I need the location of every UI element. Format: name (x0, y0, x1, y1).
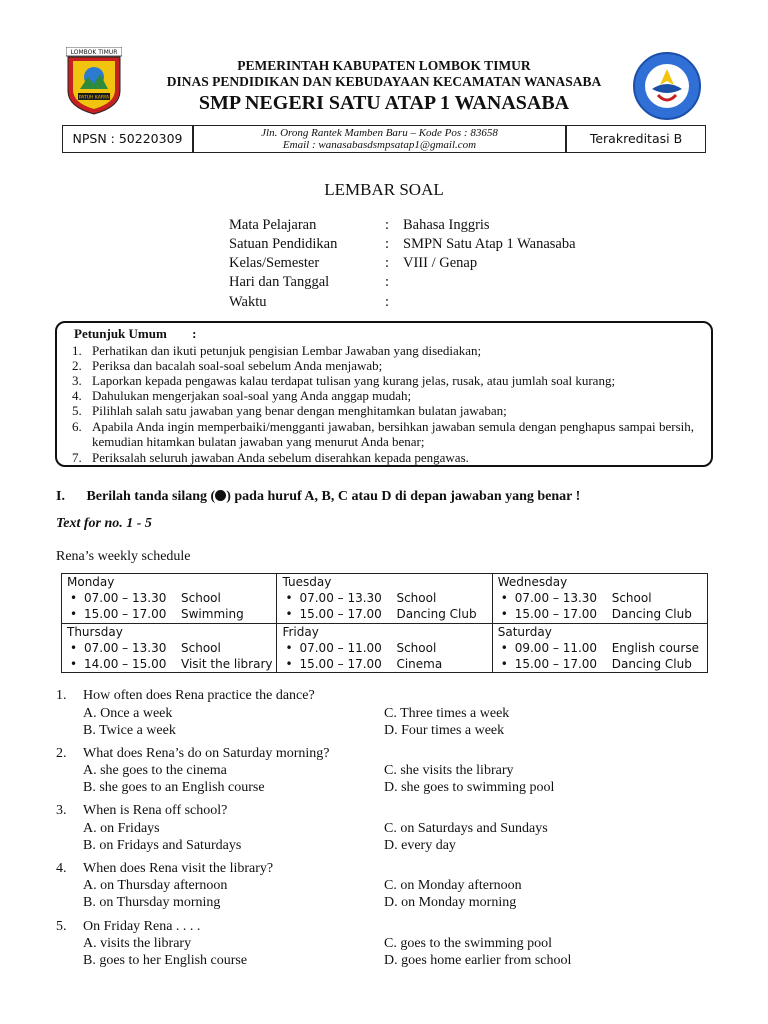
info-label: Satuan Pendidikan (229, 236, 338, 252)
instruction-text: Laporkan kepada pengawas kalau terdapat tulisan yang kurang jelas, rusak, atau jumlah soal kurang; (92, 373, 616, 388)
question-text: On Friday Rena . . . . (83, 919, 201, 934)
option-c[interactable]: C. goes to the swimming pool (384, 936, 552, 951)
schedule-time: 15.00 – 17.00 (299, 607, 382, 621)
schedule-item (498, 656, 707, 672)
info-value: SMPN Satu Atap 1 Wanasaba (403, 236, 576, 252)
option-b[interactable]: B. goes to her English course (83, 953, 248, 968)
schedule-activity: Visit the library (181, 656, 273, 671)
schedule-item (282, 606, 491, 622)
schedule-cell (62, 623, 277, 673)
option-b[interactable]: B. she goes to an English course (83, 780, 265, 795)
instruction-number: 7. (72, 450, 82, 465)
question-number: 4. (56, 861, 67, 876)
header-department: DINAS PENDIDIKAN DAN KEBUDAYAAN KECAMATAN WANASABA (166, 74, 602, 89)
filled-circle-icon (215, 490, 226, 501)
schedule-item (498, 606, 707, 622)
schedule-day: Wednesday (497, 575, 568, 589)
bullet-icon: • (70, 607, 78, 621)
address-box (193, 125, 566, 153)
table-row (62, 623, 708, 673)
instruction-number: 2. (72, 358, 82, 373)
schedule-item (67, 656, 276, 672)
bullet-icon: • (500, 640, 508, 655)
schedule-cell (277, 623, 492, 673)
instruction-text: Pilihlah salah satu jawaban yang benar dengan menghitamkan bulatan jawaban; (92, 403, 507, 418)
schedule-activity: Cinema (396, 656, 443, 671)
info-colon: : (385, 294, 390, 310)
schedule-activity: Dancing Club (611, 656, 692, 671)
instruction-text: Dahulukan mengerjakan soal-soal yang Anda anggap mudah; (92, 388, 412, 403)
schedule-title: Rena’s weekly schedule (56, 549, 191, 564)
section-text-after: ) pada huruf A, B, C atau D di depan jawaban yang benar ! (226, 489, 581, 504)
option-b[interactable]: B. on Fridays and Saturdays (83, 838, 242, 853)
option-a[interactable]: A. she goes to the cinema (83, 763, 227, 778)
schedule-activity: School (181, 640, 221, 655)
schedule-cell (277, 574, 492, 624)
option-c[interactable]: C. Three times a week (384, 706, 510, 721)
option-d[interactable]: D. Four times a week (384, 723, 505, 738)
instructions-title (74, 326, 196, 342)
bullet-icon: • (70, 656, 78, 671)
instruction-item (74, 403, 694, 418)
instruction-item (74, 358, 694, 373)
schedule-time: 14.00 – 15.00 (84, 656, 167, 671)
info-colon: : (385, 217, 390, 233)
email-text: Email : wanasabasdsmpsatap1@gmail.com (282, 139, 477, 151)
text-for-label: Text for no. 1 - 5 (56, 516, 152, 531)
bullet-icon: • (500, 591, 508, 605)
page-title: LEMBAR SOAL (324, 180, 444, 199)
svg-text:PATUH KARYA: PATUH KARYA (78, 95, 110, 101)
option-d[interactable]: D. on Monday morning (384, 895, 517, 910)
instruction-number: 1. (72, 343, 82, 358)
schedule-time: 09.00 – 11.00 (514, 640, 598, 655)
info-label: Hari dan Tanggal (229, 274, 330, 290)
option-c[interactable]: C. on Saturdays and Sundays (384, 821, 548, 836)
instruction-number: 6. (72, 419, 82, 434)
header-school-name: SMP NEGERI SATU ATAP 1 WANASABA (198, 92, 570, 114)
schedule-activity: School (396, 640, 437, 655)
schedule-activity: School (396, 591, 437, 605)
header-government: PEMERINTAH KABUPATEN LOMBOK TIMUR (237, 58, 531, 73)
instruction-text: Perhatikan dan ikuti petunjuk pengisian Lembar Jawaban yang disediakan; (92, 343, 482, 358)
npsn-box (62, 125, 193, 153)
instruction-item (74, 343, 694, 358)
info-value: Bahasa Inggris (403, 217, 490, 233)
svg-text:LOMBOK TIMUR: LOMBOK TIMUR (70, 49, 118, 56)
bullet-icon: • (285, 640, 293, 655)
option-a[interactable]: A. on Fridays (83, 821, 160, 836)
schedule-table (61, 573, 708, 673)
schedule-day: Friday (282, 624, 319, 639)
schedule-time: 07.00 – 13.30 (84, 591, 167, 605)
info-label: Kelas/Semester (229, 255, 320, 271)
schedule-time: 07.00 – 13.30 (84, 640, 167, 655)
info-value: VIII / Genap (403, 255, 478, 271)
schedule-item (282, 640, 491, 656)
accreditation-box (566, 125, 706, 153)
option-b[interactable]: B. Twice a week (83, 723, 176, 738)
schedule-item (282, 590, 491, 606)
option-d[interactable]: D. every day (384, 838, 456, 853)
schedule-activity: School (611, 591, 652, 605)
schedule-activity: Dancing Club (396, 607, 477, 621)
instruction-item (74, 450, 694, 465)
instruction-number: 3. (72, 373, 82, 388)
schedule-time: 15.00 – 17.00 (299, 656, 382, 671)
section-heading (56, 489, 580, 505)
instructions-title-colon: : (192, 326, 197, 341)
bullet-icon: • (70, 591, 78, 605)
bullet-icon: • (285, 591, 293, 605)
schedule-cell (492, 574, 707, 624)
schedule-time: 07.00 – 11.00 (299, 640, 382, 655)
table-row (62, 574, 708, 624)
info-colon: : (385, 274, 390, 290)
schedule-activity: Dancing Club (611, 607, 692, 621)
question-number: 2. (56, 746, 67, 761)
schedule-item (67, 606, 276, 622)
bullet-icon: • (500, 607, 508, 621)
schedule-time: 15.00 – 17.00 (84, 607, 167, 621)
bullet-icon: • (285, 607, 293, 621)
section-number: I. (56, 489, 65, 504)
instruction-item (74, 388, 694, 403)
instruction-text: Apabila Anda ingin memperbaiki/mengganti jawaban, bersihkan jawaban semula dengan penghapus sampai bersih, kemudian hitamkan bulatan jawaban yang menurut Anda benar; (92, 419, 694, 449)
info-colon: : (385, 255, 390, 271)
question-number: 5. (56, 919, 67, 934)
question-number: 1. (56, 688, 67, 703)
schedule-cell (492, 623, 707, 673)
option-a[interactable]: A. on Thursday afternoon (83, 878, 228, 893)
instruction-item (74, 419, 694, 449)
question-text: What does Rena’s do on Saturday morning? (83, 746, 330, 761)
option-b[interactable]: B. on Thursday morning (83, 895, 221, 910)
schedule-time: 07.00 – 13.30 (514, 591, 598, 605)
schedule-item (282, 656, 491, 672)
schedule-item (67, 640, 276, 656)
instruction-text: Periksa dan bacalah soal-soal sebelum Anda menjawab; (92, 358, 383, 373)
instruction-text: Periksalah seluruh jawaban Anda sebelum diserahkan kepada pengawas. (92, 450, 469, 465)
info-label: Waktu (229, 294, 267, 310)
schedule-day: Thursday (67, 624, 123, 639)
question-number: 3. (56, 803, 67, 818)
section-text-before: Berilah tanda silang ( (86, 489, 216, 504)
schedule-day: Tuesday (282, 575, 332, 589)
question-text: How often does Rena practice the dance? (83, 688, 315, 703)
instruction-item (74, 373, 694, 388)
schedule-activity: School (181, 591, 221, 605)
option-c[interactable]: C. on Monday afternoon (384, 878, 522, 893)
npsn-text: NPSN : 50220309 (72, 131, 183, 146)
option-c[interactable]: C. she visits the library (384, 763, 514, 778)
schedule-day: Monday (67, 575, 115, 589)
bullet-icon: • (70, 640, 78, 655)
schedule-activity: English course (611, 640, 699, 655)
accreditation-text: Terakreditasi B (589, 131, 683, 146)
instruction-number: 4. (72, 388, 82, 403)
option-d[interactable]: D. goes home earlier from school (384, 953, 572, 968)
question-text: When does Rena visit the library? (83, 861, 274, 876)
schedule-time: 15.00 – 17.00 (514, 656, 598, 671)
schedule-item (498, 590, 707, 606)
info-colon: : (385, 236, 390, 252)
instruction-number: 5. (72, 403, 82, 418)
question-text: When is Rena off school? (83, 803, 228, 818)
option-d[interactable]: D. she goes to swimming pool (384, 780, 555, 795)
option-a[interactable]: A. visits the library (83, 936, 192, 951)
schedule-item (498, 640, 707, 656)
schedule-time: 07.00 – 13.30 (299, 591, 382, 605)
bullet-icon: • (285, 656, 293, 671)
schedule-cell (62, 574, 277, 624)
address-text: Jln. Orong Rantek Mamben Baru – Kode Pos : 83658 (261, 127, 498, 139)
bullet-icon: • (500, 656, 508, 671)
option-a[interactable]: A. Once a week (83, 706, 173, 721)
info-label: Mata Pelajaran (229, 217, 317, 233)
schedule-item (67, 590, 276, 606)
schedule-activity: Swimming (181, 607, 244, 621)
instructions-title-text: Petunjuk Umum (74, 326, 167, 341)
schedule-day: Saturday (497, 624, 552, 639)
schedule-time: 15.00 – 17.00 (514, 607, 598, 621)
